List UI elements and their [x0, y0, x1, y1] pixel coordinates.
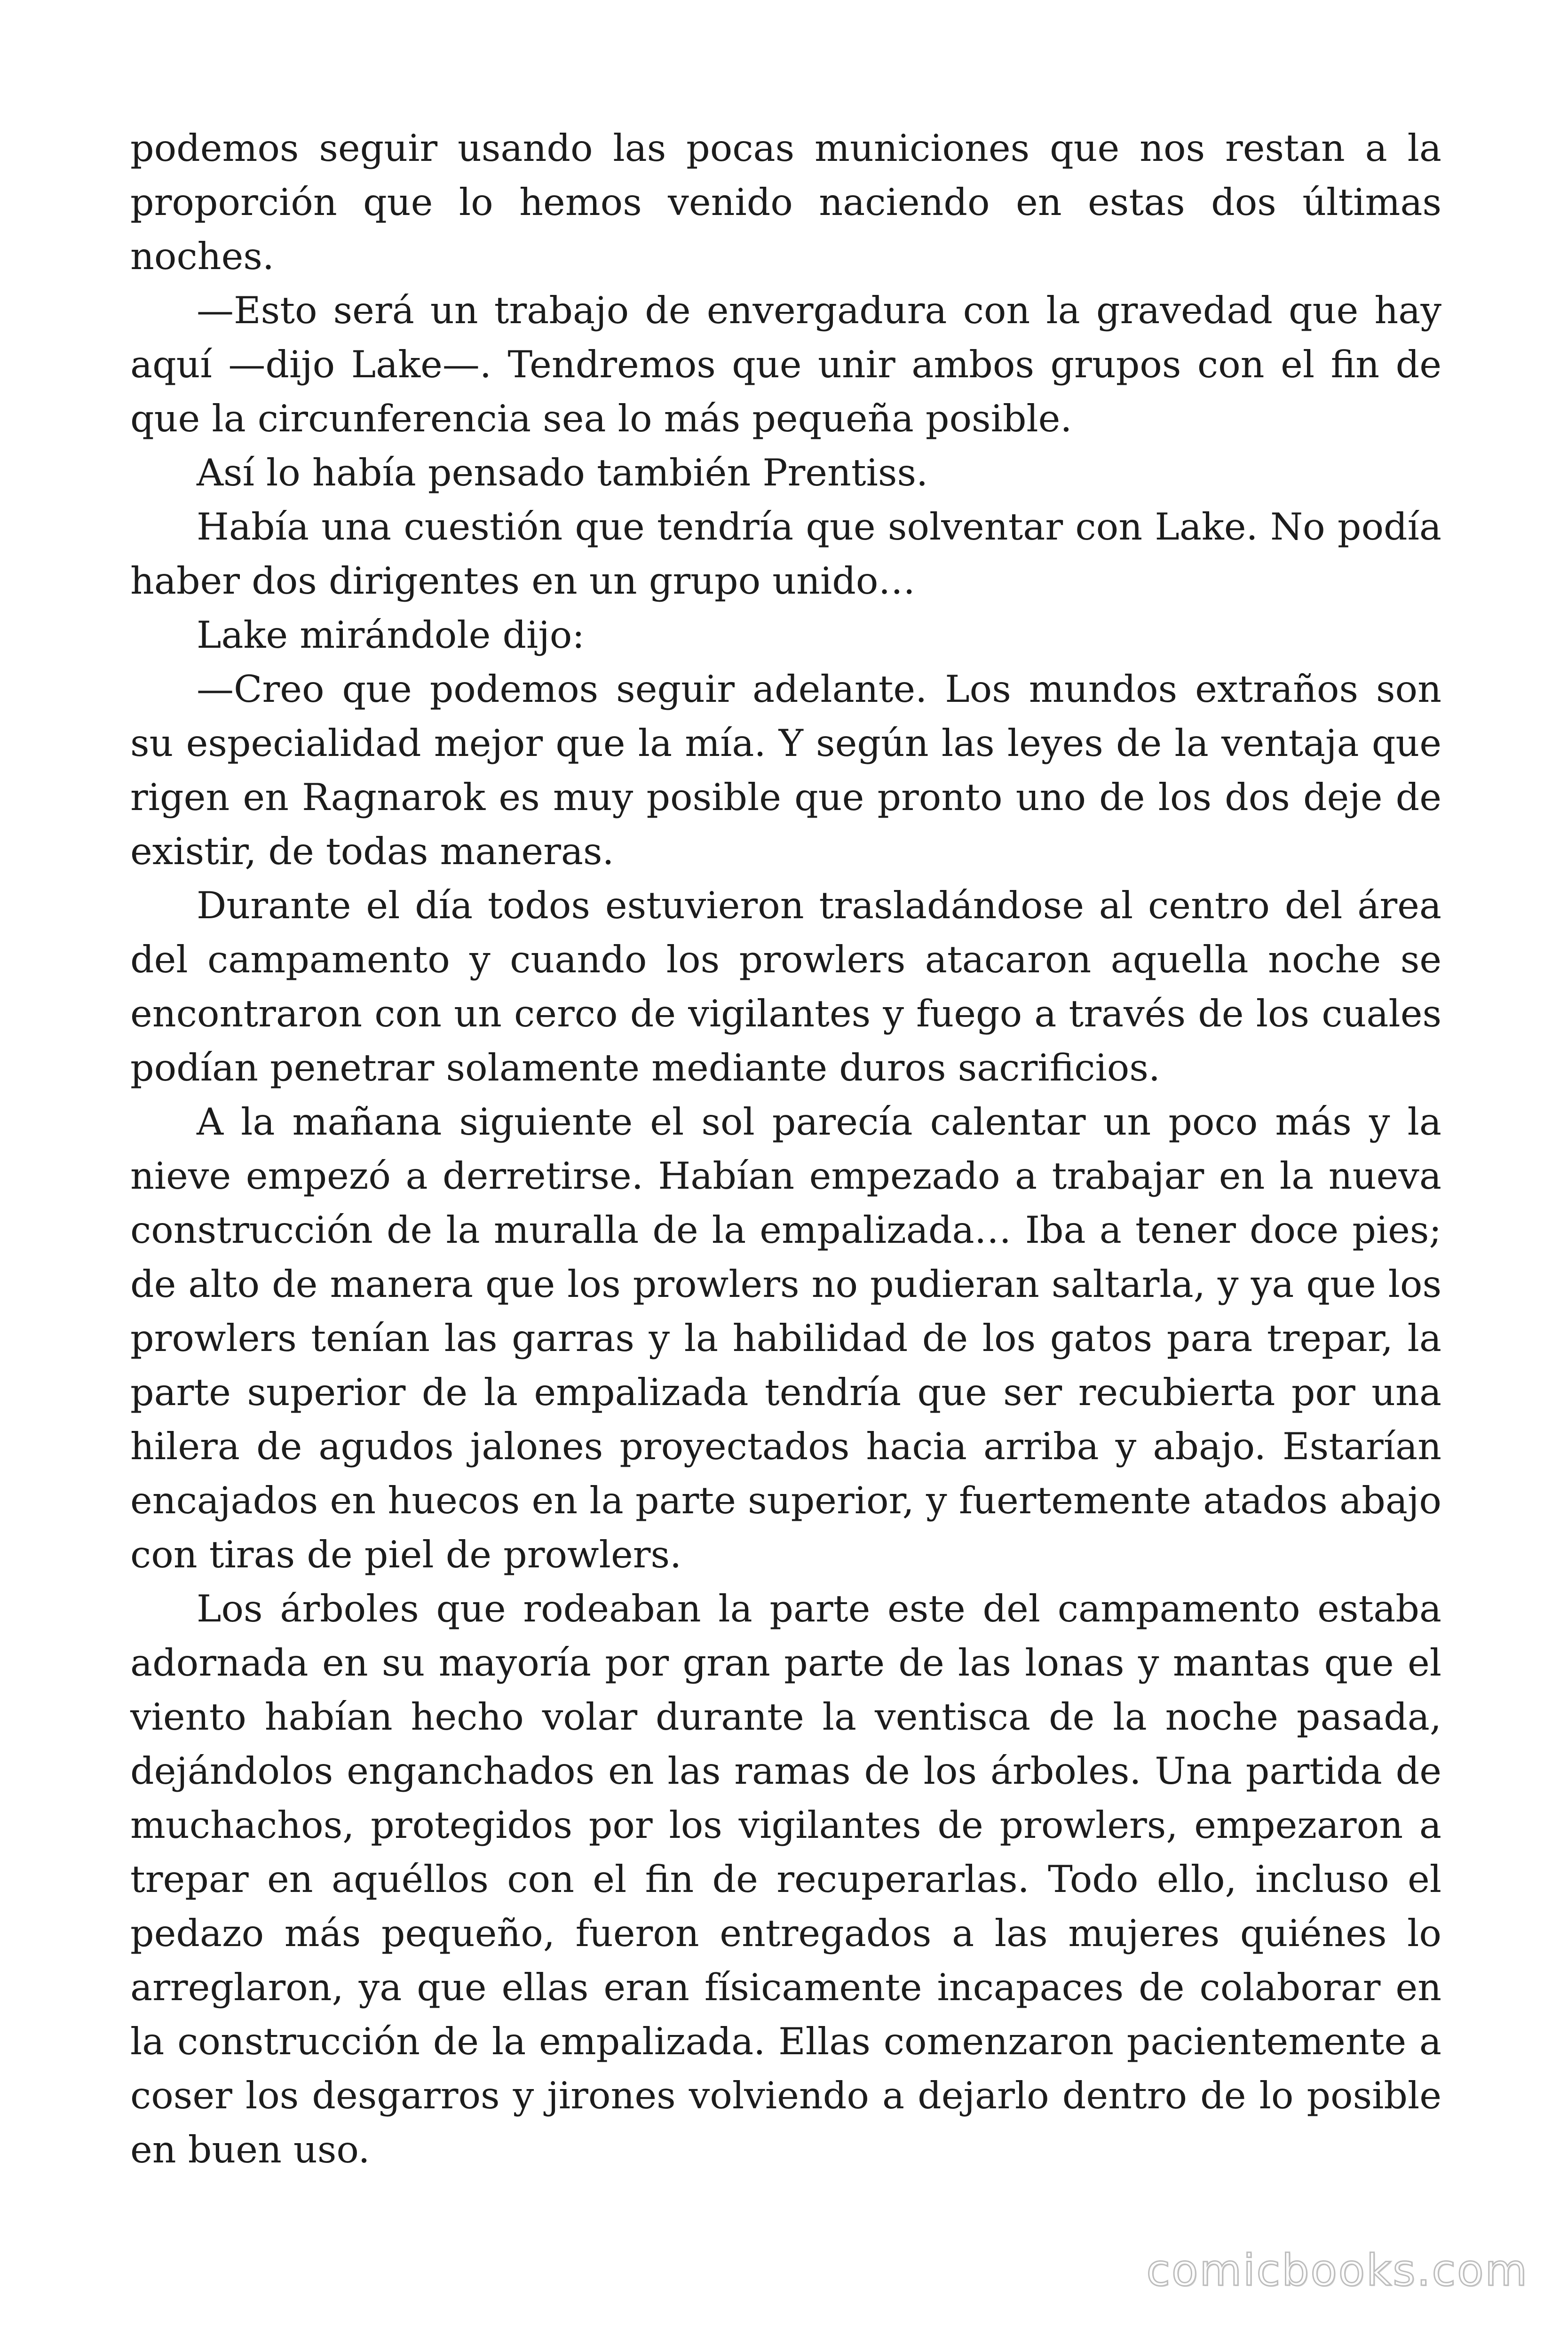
paragraph: A la mañana siguiente el sol parecía calentar un poco más y la nieve empezó a derretirse. Habían empezado a trabajar en la nueva construcción de la muralla de la empalizada… Iba a tener doce pies; de alto de manera que los prowlers no pudieran saltarla, y ya que los prowlers tenían las garras y la habilidad de los gatos para trepar, la parte superior de la empalizada tendría que ser recubierta por una hilera de agudos jalones proyectados hacia arriba y abajo. Estarían encajados en huecos en la parte superior, y fuertemente atados abajo con tiras de piel de prowlers. [130, 1100, 1441, 1576]
paragraph: Había una cuestión que tendría que solventar con Lake. No podía haber dos dirigentes en un grupo unido… [130, 505, 1441, 603]
paragraph: Lake mirándole dijo: [197, 613, 585, 657]
paragraph: Los árboles que rodeaban la parte este del campamento estaba adornada en su mayoría por gran parte de las lonas y mantas que el viento habían hecho volar durante la ventisca de la noche pasada, dejándolos enganchados en las ramas de los árboles. Una partida de muchachos, protegidos por los vigilantes de prowlers, empezaron a trepar en aquéllos con el fin de recuperarlas. Todo ello, incluso el pedazo más pequeño, fueron entregados a las mujeres quiénes lo arreglaron, ya que ellas eran físicamente incapaces de colaborar en la construcción de la empalizada. Ellas comenzaron pacientemente a coser los desgarros y jirones volviendo a dejarlo dentro de lo posible en buen uso. [130, 1587, 1441, 2171]
paragraph: —Creo que podemos seguir adelante. Los mundos extraños son su especialidad mejor que la mía. Y según las leyes de la ventaja que rigen en Ragnarok es muy posible que pronto uno de los dos deje de existir, de todas maneras. [130, 667, 1441, 873]
watermark: comicbooks.com [1146, 2245, 1528, 2296]
paragraph: —Esto será un trabajo de envergadura con la gravedad que hay aquí —dijo Lake—. Tendremos que unir ambos grupos con el fin de que la circunferencia sea lo más pequeña posible. [130, 289, 1441, 440]
paragraph: podemos seguir usando las pocas municiones que nos restan a la proporción que lo hemos venido naciendo en estas dos últimas noches. [130, 127, 1441, 278]
paragraph: Así lo había pensado también Prentiss. [197, 451, 928, 494]
body-text [130, 121, 1441, 2177]
paragraph: Durante el día todos estuvieron trasladándose al centro del área del campamento y cuando los prowlers atacaron aquella noche se encontraron con un cerco de vigilantes y fuego a través de los cuales podían penetrar solamente mediante duros sacrificios. [130, 884, 1441, 1089]
